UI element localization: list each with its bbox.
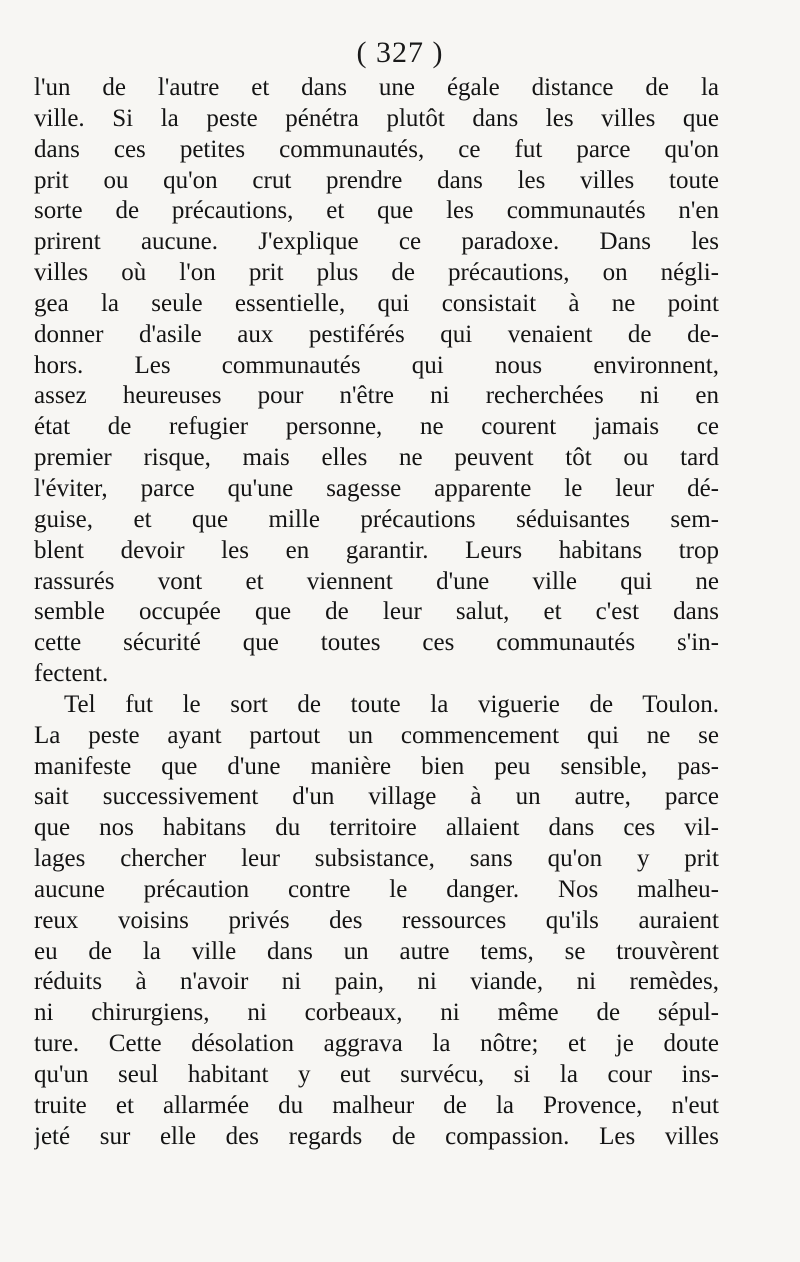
text-line: Tel fut le sort de toute la viguerie de Toulon. — [64, 690, 719, 718]
text-line: dans ces petites communautés, ce fut parce qu'on — [34, 135, 719, 163]
text-line: blent devoir les en garantir. Leurs habitans trop — [34, 536, 719, 564]
text-line: truite et allarmée du malheur de la Provence, n'eut — [34, 1091, 719, 1119]
text-line: hors. Les communautés qui nous environnent, — [34, 351, 719, 379]
text-line: premier risque, mais elles ne peuvent tôt ou tard — [34, 444, 719, 472]
text-line: aucune précaution contre le danger. Nos malheu- — [34, 875, 719, 903]
text-line: qu'un seul habitant y eut survécu, si la cour ins- — [34, 1061, 719, 1088]
text-line: assez heureuses pour n'être ni recherchées ni en — [34, 382, 719, 410]
text-line: reux voisins privés des ressources qu'ils auraient — [34, 906, 719, 934]
text-line: donner d'asile aux pestiférés qui venaient de de- — [34, 320, 719, 348]
text-line: sait successivement d'un village à un autre, parce — [34, 783, 719, 811]
text-line: état de refugier personne, ne courent jamais ce — [34, 413, 719, 441]
text-line: sorte de précautions, et que les communautés n'en — [34, 197, 719, 225]
text-line: gea la seule essentielle, qui consistait à ne point — [34, 289, 719, 317]
text-line: ture. Cette désolation aggrava la nôtre; et je doute — [34, 1030, 719, 1058]
body-text — [34, 73, 719, 1153]
text-line: rassurés vont et viennent d'une ville qui ne — [34, 567, 719, 595]
text-line: ni chirurgiens, ni corbeaux, ni même de sépul- — [34, 999, 719, 1027]
text-line: La peste ayant partout un commencement qui ne se — [34, 721, 719, 749]
text-line: villes où l'on prit plus de précautions, on négli- — [34, 259, 719, 287]
text-line: ville. Si la peste pénétra plutôt dans les villes que — [34, 104, 719, 132]
text-line: lages chercher leur subsistance, sans qu'on y prit — [34, 845, 719, 873]
text-line: manifeste que d'une manière bien peu sensible, pas- — [34, 752, 719, 780]
text-line: cette sécurité que toutes ces communautés s'in- — [34, 629, 719, 657]
text-line: guise, et que mille précautions séduisantes sem- — [34, 505, 719, 533]
text-line: eu de la ville dans un autre tems, se trouvèrent — [34, 937, 719, 965]
text-line: prirent aucune. J'explique ce paradoxe. Dans les — [34, 228, 719, 256]
text-line: semble occupée que de leur salut, et c'est dans — [34, 598, 719, 626]
text-line: réduits à n'avoir ni pain, ni viande, ni remèdes, — [34, 968, 719, 996]
text-line: l'un de l'autre et dans une égale distance de la — [34, 74, 719, 101]
text-line: fectent. — [34, 660, 109, 688]
page-number: ( 327 ) — [356, 36, 444, 69]
text-line: que nos habitans du territoire allaient dans ces vil- — [34, 814, 719, 842]
text-line: prit ou qu'on crut prendre dans les villes toute — [34, 166, 719, 194]
text-line: l'éviter, parce qu'une sagesse apparente le leur dé- — [34, 474, 719, 502]
text-line: jeté sur elle des regards de compassion. Les villes — [34, 1122, 719, 1150]
